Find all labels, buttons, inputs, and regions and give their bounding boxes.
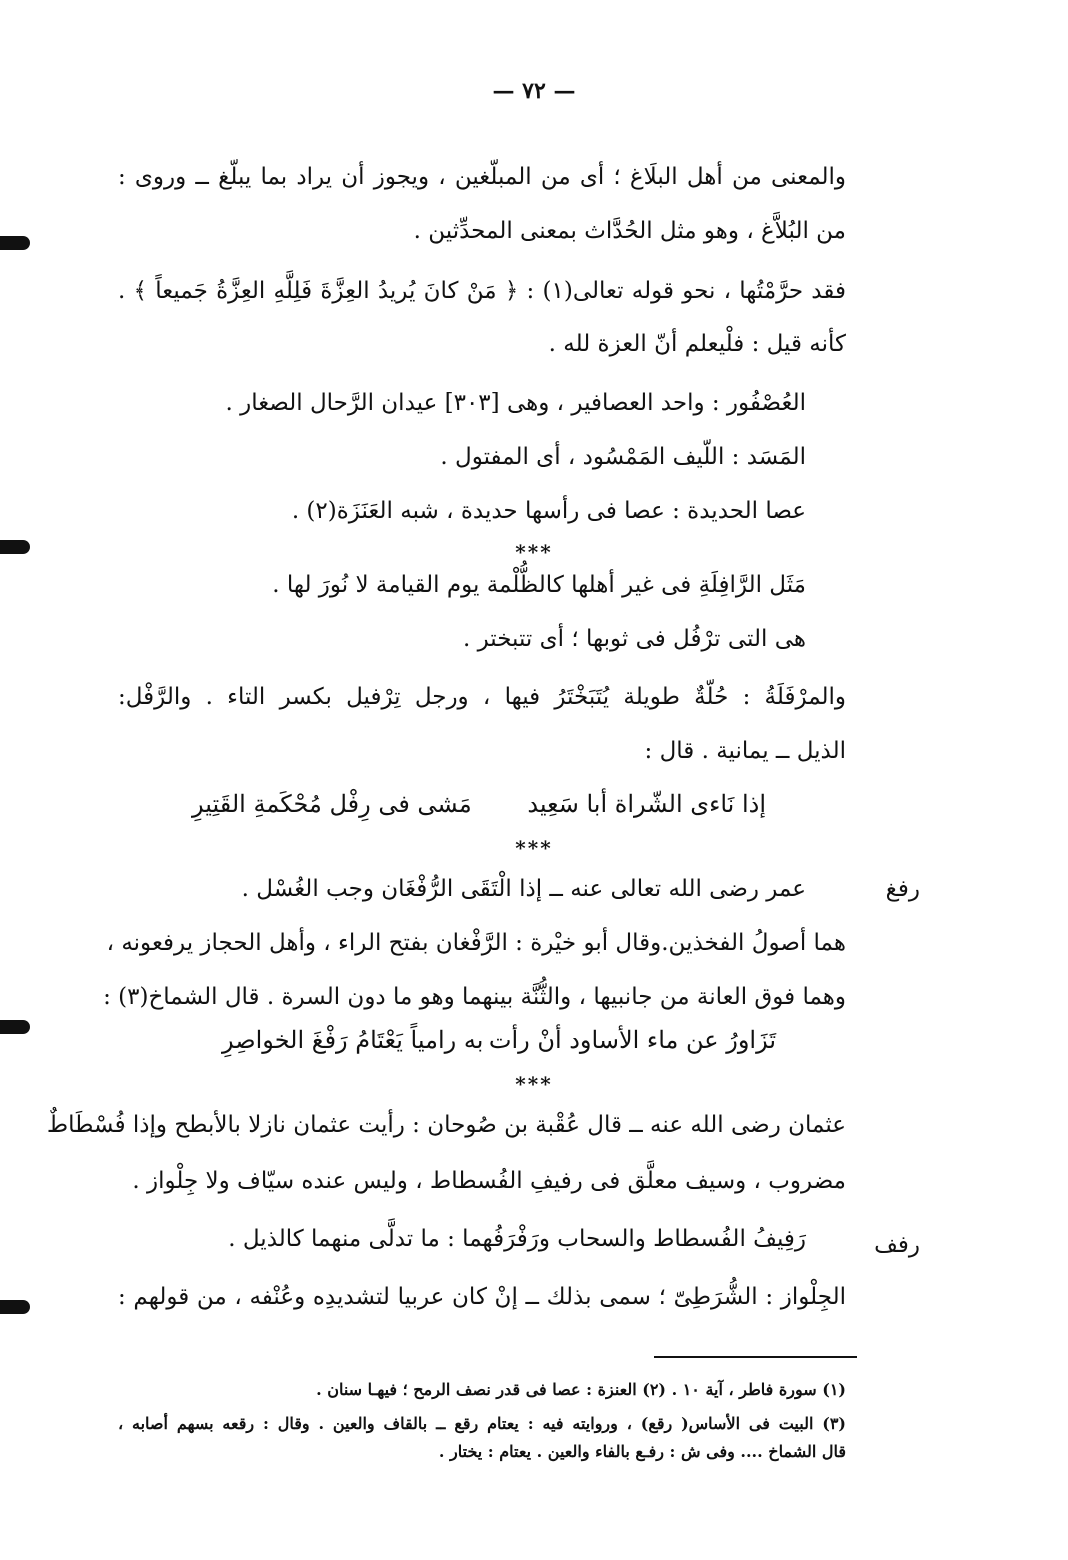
verse-hemistich-right: تَزَاورُ عن ماء الأساود أنْ رأت: [488, 1026, 776, 1054]
text-line: هما أصولُ الفخذين.وقال أبو خيْرة : الرَّفْغان بفتح الراء ، وأهل الحجاز يرفعونه ،: [106, 930, 846, 956]
text-line: كأنه قيل : فلْيعلم أنّ العزة لله .: [548, 331, 846, 357]
text-line: عصا الحديدة : عصا فى رأسها حديدة ، شبه العَنَزَة(٢) .: [291, 498, 806, 524]
section-separator: ***: [515, 836, 553, 860]
text-line: العُصْفُور : واحد العصافير ، وهى [٣٠٣] عيدان الرَّحال الصغار .: [225, 390, 806, 416]
page-number: — ٧٢ —: [492, 78, 576, 104]
margin-root-word: رفف: [874, 1232, 920, 1258]
text-line: من البُلاَّغ ، وهو مثل الحُدَّاث بمعنى المحدِّثين .: [413, 218, 846, 244]
text-line: هى التى ترْفُل فى ثوبها ؛ أى تتبختر .: [462, 626, 806, 652]
text-line: عمر رضى الله تعالى عنه ــ إذا الْتَقَى الرُّفْغَان وجب الغُسْل .: [241, 876, 806, 902]
binding-mark: [0, 540, 30, 554]
text-line: والمرْفَلَةُ : حُلّةٌ طويلة يُتَبَخْتَرُ فيها ، ورجل تِرْفيل بكسر التاء . والرَّفْل:: [118, 684, 846, 710]
binding-mark: [0, 1300, 30, 1314]
footnote: (٣) البيت فى الأساس( رقع) ، وروايته فيه : يعتام رقع ــ بالقاف والعين . وقال : رقعه بسهم أصابه ،: [118, 1414, 846, 1433]
footnote: (١) سورة فاطر ، آية ١٠ . (٢) العنزة : عصا فى قدر نصف الرمح ؛ فيهـا سنان .: [316, 1380, 846, 1399]
section-separator: ***: [515, 540, 553, 564]
text-line: مَثَل الرَّافِلَةِ فى غير أهلها كالظُّلْمة يوم القيامة لا نُورَ لها .: [272, 572, 806, 598]
text-line: الذيل ــ يمانية . قال :: [644, 738, 846, 764]
verse-hemistich-right: إذا نَاءى الشّراة أبا سَعِيد: [527, 790, 766, 818]
text-line: مضروب ، وسيف معلَّق فى رفيفِ الفُسطاط ، وليس عنده سيّاف ولا جِلْواز .: [132, 1168, 846, 1194]
text-line: عثمان رضى الله عنه ــ قال عُقْبة بن صُوحان : رأيت عثمان نازلا بالأبطح وإذا فُسْطَاطٌ: [46, 1112, 846, 1138]
text-line: فقد حرَّمْتُها ، نحو قوله تعالى(١) : ﴿ مَنْ كانَ يُريدُ العِزَّةَ فَلِلَّهِ العِزَّةُ جَميعاً ﴾ .: [118, 278, 847, 304]
text-line: والمعنى من أهل البلَاغ ؛ أى من المبلّغين ، ويجوز أن يراد بما يبلّغ ــ وروى :: [118, 164, 846, 190]
text-line: رَفِيفُ الفُسطاط والسحاب ورَفْرَفُهما : ما تدلَّى منهما كالذيل .: [228, 1226, 806, 1252]
footnote-rule: [654, 1356, 857, 1358]
verse-hemistich-left: مَشى فى رِفْل مُحْكَمةِ القَتِيرِ: [192, 790, 472, 818]
binding-mark: [0, 236, 30, 250]
section-separator: ***: [515, 1072, 553, 1096]
text-line: الجِلْواز : الشُّرَطِىّ ؛ سمى بذلك ــ إنْ كان عربيا لتشديدِه وعُنْفه ، من قولهم :: [118, 1284, 846, 1310]
margin-root-word: رفغ: [885, 876, 920, 902]
binding-mark: [0, 1020, 30, 1034]
text-line: المَسَد : اللّيف المَمْسُود ، أى المفتول .: [440, 444, 806, 470]
verse-hemistich-left: به رامياً يَعْتَامُ رَفْغَ الخواصِرِ: [222, 1026, 484, 1054]
text-line: وهما فوق العانة من جانبيها ، والثُّنَّة بينهما وهو ما دون السرة . قال الشماخ(٣) :: [103, 984, 846, 1010]
footnote: قال الشماخ .... وفى ش : رفـع بالفاء والعين . يعتام : يختار .: [438, 1442, 846, 1461]
